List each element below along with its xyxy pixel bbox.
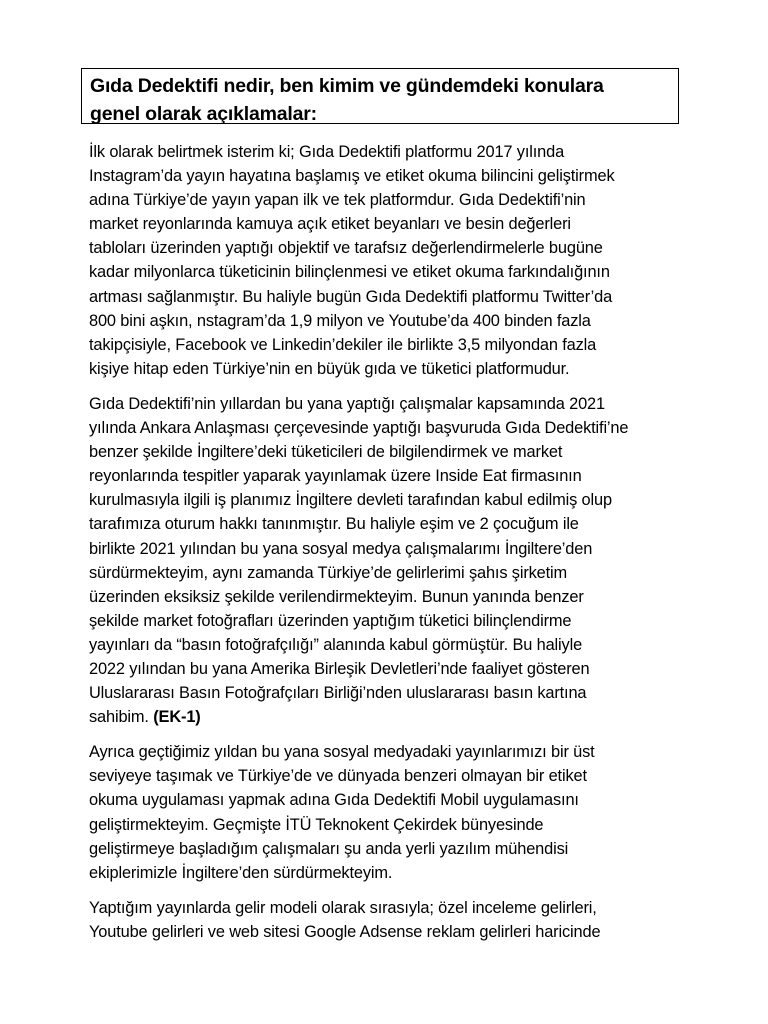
title-box: [81, 68, 679, 124]
document-body: [89, 140, 693, 955]
text-line: takipçisiyle, Facebook ve Linkedin’dekiler ile birlikte 3,5 milyondan fazla: [89, 335, 597, 354]
text-line: Ayrıca geçtiğimiz yıldan bu yana sosyal medyadaki yayınlarımızı bir üst: [89, 743, 595, 762]
text-line: tabloları üzerinden yaptığı objektif ve tarafsız değerlendirmelerle bugüne: [89, 239, 603, 258]
annex-reference: (EK-1): [153, 708, 201, 727]
paragraph-2: [89, 392, 693, 729]
text-fragment: sahibim.: [89, 708, 154, 727]
text-line: benzer şekilde İngiltere’deki tüketicileri de bilgilendirmek ve market: [89, 443, 563, 462]
text-line: [89, 705, 693, 729]
text-line: kurulmasıyla ilgili iş planımız İngiltere devleti tarafından kabul edilmiş olup: [89, 491, 612, 510]
text-line: okuma uygulaması yapmak adına Gıda Dedektifi Mobil uygulamasını: [89, 791, 579, 810]
text-line: kadar milyonlarca tüketicinin bilinçlenmesi ve etiket okuma farkındalığının: [89, 263, 610, 282]
text-line: birlikte 2021 yılından bu yana sosyal medya çalışmalarımı İngiltere’den: [89, 539, 593, 558]
text-line: Yaptığım yayınlarda gelir modeli olarak sırasıyla; özel inceleme gelirleri,: [89, 898, 597, 917]
text-line: artması sağlanmıştır. Bu haliyle bugün Gıda Dedektifi platformu Twitter’da: [89, 287, 613, 306]
text-line: yılında Ankara Anlaşması çerçevesinde yaptığı başvuruda Gıda Dedektifi’ne: [89, 419, 629, 438]
text-line: geliştirmeye başladığım çalışmaları şu anda yerli yazılım mühendisi: [89, 839, 569, 858]
text-line: yayınları da “basın fotoğrafçılığı” alanında kabul görmüştür. Bu haliyle: [89, 635, 583, 654]
paragraph-4: [89, 896, 693, 944]
text-line: Instagram’da yayın hayatına başlamış ve etiket okuma bilincini geliştirmek: [89, 167, 615, 186]
text-line: sürdürmekteyim, aynı zamanda Türkiye’de gelirlerimi şahıs şirketim: [89, 563, 568, 582]
text-line: Youtube gelirleri ve web sitesi Google Adsense reklam gelirleri haricinde: [89, 922, 601, 941]
text-line: Gıda Dedektifi’nin yıllardan bu yana yaptığı çalışmalar kapsamında 2021: [89, 394, 605, 413]
text-line: şekilde market fotoğrafları üzerinden yaptığım tüketici bilinçlendirme: [89, 611, 572, 630]
title-line: genel olarak açıklamalar:: [90, 103, 317, 125]
text-line: reyonlarında tespitler yaparak yayınlamak üzere Inside Eat firmasının: [89, 467, 582, 486]
text-line: seviyeye taşımak ve Türkiye’de ve dünyada benzeri olmayan bir etiket: [89, 767, 587, 786]
paragraph-3: [89, 740, 693, 885]
text-line: İlk olarak belirtmek isterim ki; Gıda Dedektifi platformu 2017 yılında: [89, 143, 565, 161]
text-line: tarafımıza oturum hakkı tanınmıştır. Bu haliyle eşim ve 2 çocuğum ile: [89, 515, 579, 534]
text-line: Uluslararası Basın Fotoğrafçıları Birliği’nden uluslararası basın kartına: [89, 684, 587, 703]
text-line: adına Türkiye’de yayın yapan ilk ve tek platformdur. Gıda Dedektifi’nin: [89, 191, 586, 210]
text-line: 800 bini aşkın, nstagram’da 1,9 milyon ve Youtube’da 400 binden fazla: [89, 311, 591, 330]
title-line: Gıda Dedektifi nedir, ben kimim ve gündemdeki konulara: [90, 75, 604, 97]
document-title: [90, 72, 670, 128]
paragraph-1: [89, 140, 693, 381]
text-line: kişiye hitap eden Türkiye’nin en büyük gıda ve tüketici platformudur.: [89, 359, 570, 378]
text-line: market reyonlarında kamuya açık etiket beyanları ve besin değerleri: [89, 215, 571, 234]
text-line: geliştirmekteyim. Geçmişte İTÜ Teknokent Çekirdek bünyesinde: [89, 815, 544, 834]
text-line: 2022 yılından bu yana Amerika Birleşik Devletleri’nde faaliyet gösteren: [89, 659, 590, 678]
text-line: üzerinden eksiksiz şekilde verilendirmekteyim. Bunun yanında benzer: [89, 587, 584, 606]
text-line: ekiplerimizle İngiltere’den sürdürmekteyim.: [89, 863, 393, 882]
